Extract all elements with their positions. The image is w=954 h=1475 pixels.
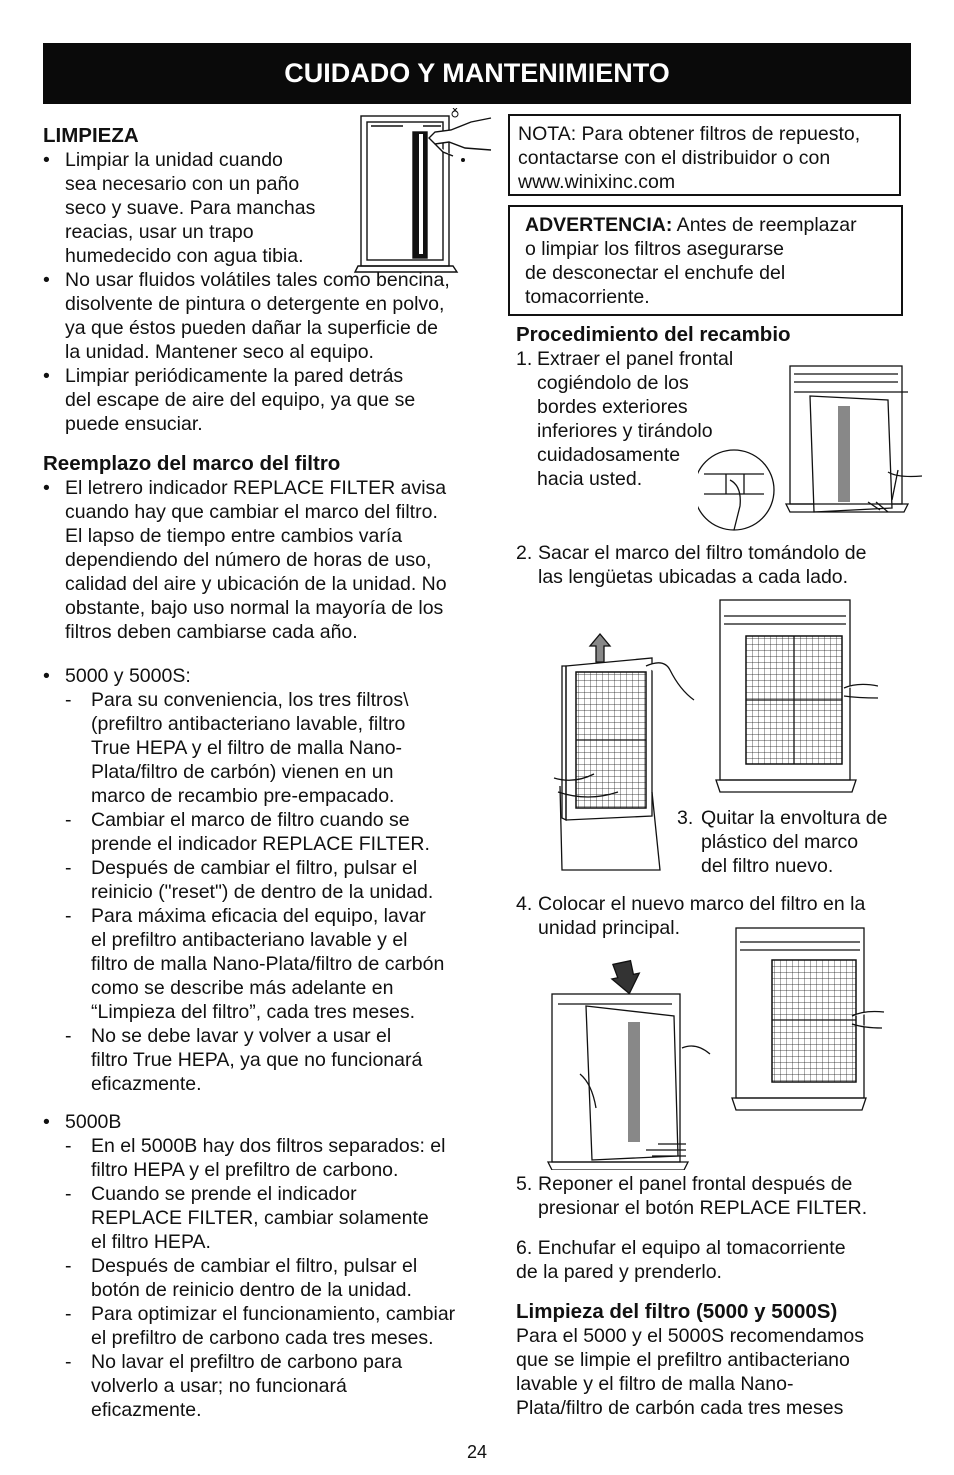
text-line: como se describe más adelante en: [91, 977, 394, 999]
step-number: 3.: [677, 807, 694, 829]
text-line: del filtro nuevo.: [701, 855, 834, 877]
model-5000b-item-1: - En el 5000B hay dos filtros separados: el filtro HEPA y el prefiltro de carbono.: [43, 1134, 503, 1182]
text-line: contactarse con el distribuidor o con: [518, 147, 831, 169]
text-line: las lengüetas ubicadas a cada lado.: [538, 566, 849, 588]
text-line: botón de reinicio dentro de la unidad.: [91, 1279, 412, 1301]
text-line: Cuando se prende el indicador: [91, 1183, 357, 1205]
text-line: tomacorriente.: [525, 286, 650, 308]
text-line: No lavar el prefiltro de carbono para: [91, 1351, 403, 1373]
text-line: El letrero indicador REPLACE FILTER avisa: [65, 477, 447, 499]
warning-first-line: [525, 213, 901, 237]
text-line: reinicio ("reset") de dentro de la unidad.: [91, 881, 434, 903]
text-line: filtros deben cambiarse cada año.: [65, 621, 358, 643]
text-line: el prefiltro de carbono cada tres meses.: [91, 1327, 434, 1349]
text-line: presionar el botón REPLACE FILTER.: [538, 1197, 868, 1219]
note-box: [508, 114, 901, 196]
text-line: Para optimizar el funcionamiento, cambiar: [91, 1303, 456, 1325]
filter-cleaning-heading: Limpieza del filtro (5000 y 5000S): [516, 1300, 838, 1323]
step-6-first-line: [516, 1236, 911, 1260]
text-line: calidad del aire y ubicación de la unidad. No: [65, 573, 447, 595]
text-line: puede ensuciar.: [65, 413, 203, 435]
text-line: (prefiltro antibacteriano lavable, filtro: [91, 713, 406, 735]
text-line: Plata/filtro de carbón) vienen en un: [91, 761, 394, 783]
text-line: www.winixinc.com: [518, 171, 676, 193]
text-line: REPLACE FILTER, cambiar solamente: [91, 1207, 429, 1229]
warning-box: [508, 205, 903, 316]
text-line: Después de cambiar el filtro, pulsar el: [91, 1255, 418, 1277]
model-5000-item-2: - Cambiar el marco de filtro cuando se prende el indicador REPLACE FILTER.: [43, 808, 503, 856]
text-line: o limpiar los filtros asegurarse: [525, 238, 785, 260]
text-line: Quitar la envoltura de: [701, 807, 888, 829]
cleaning-heading: LIMPIEZA: [43, 124, 139, 147]
page-number: 24: [466, 1442, 488, 1462]
text-line: la unidad. Mantener seco al equipo.: [65, 341, 374, 363]
text-line: Después de cambiar el filtro, pulsar el: [91, 857, 418, 879]
text-line: marco de recambio pre-empacado.: [91, 785, 395, 807]
text-line: seco y suave. Para manchas: [65, 197, 316, 219]
text-line: el prefiltro antibacteriano lavable y el: [91, 929, 408, 951]
text-line: filtro HEPA y el prefiltro de carbono.: [91, 1159, 399, 1181]
text-line: plástico del marco: [701, 831, 859, 853]
frame-heading: Reemplazo del marco del filtro: [43, 452, 341, 475]
model-5000b-item-2: - Cuando se prende el indicador REPLACE FILTER, cambiar solamente el filtro HEPA.: [43, 1182, 503, 1254]
text-line: No se debe lavar y volver a usar el: [91, 1025, 392, 1047]
text-line: Antes de reemplazar: [672, 214, 857, 236]
text-line: hacia usted.: [537, 468, 643, 490]
section-title-banner: [43, 43, 911, 104]
text-line: “Limpieza del filtro”, cada tres meses.: [91, 1001, 416, 1023]
step-number: 6.: [516, 1237, 533, 1259]
text-line: ya que éstos pueden dañar la superficie de: [65, 317, 438, 339]
text-line: Sacar el marco del filtro tomándolo de: [538, 542, 867, 564]
model-5000-bullet: • 5000 y 5000S:: [43, 664, 503, 688]
model-5000-item-4: - Para máxima eficacia del equipo, lavar el prefiltro antibacteriano lavable y el filtro de malla Nano-Plata/filtro de carbón como se describe más adelante en “Limpieza del filtro”, cada tres meses.: [43, 904, 503, 1024]
text-line: del escape de aire del equipo, ya que se: [65, 389, 416, 411]
text-line: disolvente de pintura o detergente en polvo,: [65, 293, 445, 315]
text-line: Limpiar la unidad cuando: [65, 149, 283, 171]
text-line: No usar fluidos volátiles tales como bencina,: [65, 269, 450, 291]
text-line: Reponer el panel frontal después de: [538, 1173, 853, 1195]
step2-block: [516, 541, 911, 589]
step4-illustration: [540, 924, 890, 1170]
model-5000-item-3: - Después de cambiar el filtro, pulsar el reinicio ("reset") de dentro de la unidad.: [43, 856, 503, 904]
cleaning-illustration: [353, 108, 493, 274]
text-line: filtro True HEPA, ya que no funcionará: [91, 1049, 423, 1071]
text-line: Plata/filtro de carbón cada tres meses: [516, 1397, 844, 1419]
text-line: lavable y el filtro de malla Nano-: [516, 1373, 794, 1395]
text-line: filtro de malla Nano-Plata/filtro de carbón: [91, 953, 445, 975]
model-5000b-item-3: - Después de cambiar el filtro, pulsar el botón de reinicio dentro de la unidad.: [43, 1254, 503, 1302]
warning-label: ADVERTENCIA:: [525, 214, 673, 236]
text-line: humedecido con agua tibia.: [65, 245, 304, 267]
text-line: cogiéndolo de los: [537, 372, 689, 394]
text-line: cuidadosamente: [537, 444, 681, 466]
step-number: 1.: [516, 348, 533, 370]
step3-block: [677, 806, 917, 878]
text-line: de desconectar el enchufe del: [525, 262, 786, 284]
model-label: 5000B: [65, 1111, 122, 1133]
step-number: 4.: [516, 893, 533, 915]
text-line: prende el indicador REPLACE FILTER.: [91, 833, 430, 855]
model-label: 5000 y 5000S:: [65, 665, 191, 687]
text-line: unidad principal.: [538, 917, 681, 939]
text-line: NOTA: Para obtener filtros de repuesto,: [518, 123, 861, 145]
frame-bullet: • El letrero indicador REPLACE FILTER avisa cuando hay que cambiar el marco del filtro. El lapso de tiempo entre cambios varía dependiendo del número de horas de uso, calidad del aire y ubicación de la unidad. No obstante, bajo uso normal la mayoría de los filtros deben cambiarse cada año.: [43, 476, 503, 644]
text-line: reacias, usar un trapo: [65, 221, 254, 243]
text-line: el filtro HEPA.: [91, 1231, 211, 1253]
step-5: [516, 1172, 911, 1220]
text-line: Extraer el panel frontal: [537, 348, 734, 370]
steps-5-6-block: [516, 1172, 911, 1420]
text-line: obstante, bajo uso normal la mayoría de los: [65, 597, 444, 619]
step-6: [516, 1236, 911, 1284]
cleaning-bullet-3: • Limpiar periódicamente la pared detrás del escape de aire del equipo, ya que se puede ensuciar.: [43, 364, 503, 436]
text-line: Limpiar periódicamente la pared detrás: [65, 365, 404, 387]
procedure-heading: Procedimiento del recambio: [516, 323, 791, 346]
model-5000b-bullet: • 5000B: [43, 1110, 503, 1134]
step-number: 5.: [516, 1173, 533, 1195]
text-line: eficazmente.: [91, 1399, 202, 1421]
left-column: [43, 124, 503, 1422]
model-5000-item-1: - Para su conveniencia, los tres filtros\ (prefiltro antibacteriano lavable, filtro True HEPA y el filtro de malla Nano- Plata/filtro de carbón) vienen en un marco de recambio pre-empacado.: [43, 688, 503, 808]
text-line: Para máxima eficacia del equipo, lavar: [91, 905, 426, 927]
text-line: eficazmente.: [91, 1073, 202, 1095]
step1-illustration: [698, 362, 922, 532]
text-line: El lapso de tiempo entre cambios varía: [65, 525, 403, 547]
text-line: de la pared y prenderlo.: [516, 1261, 722, 1283]
text-line: que se limpie el prefiltro antibacteriano: [516, 1349, 850, 1371]
model-5000-item-5: - No se debe lavar y volver a usar el filtro True HEPA, ya que no funcionará eficazmente.: [43, 1024, 503, 1096]
text-line: inferiores y tirándolo: [537, 420, 713, 442]
text-line: En el 5000B hay dos filtros separados: el: [91, 1135, 446, 1157]
text-line: cuando hay que cambiar el marco del filtro.: [65, 501, 438, 523]
text-line: True HEPA y el filtro de malla Nano-: [91, 737, 403, 759]
step-number: 2.: [516, 542, 533, 564]
text-line: dependiendo del número de horas de uso,: [65, 549, 432, 571]
model-5000b-item-5: - No lavar el prefiltro de carbono para volverlo a usar; no funcionará eficazmente.: [43, 1350, 503, 1422]
text-line: bordes exteriores: [537, 396, 688, 418]
text-line: Para su conveniencia, los tres filtros\: [91, 689, 409, 711]
step-3: [677, 806, 917, 878]
text-line: Enchufar el equipo al tomacorriente: [537, 1237, 846, 1259]
text-line: Cambiar el marco de filtro cuando se: [91, 809, 410, 831]
text-line: volverlo a usar; no funcionará: [91, 1375, 347, 1397]
section-title: CUIDADO Y MANTENIMIENTO: [284, 58, 670, 88]
cleaning-bullet-1: • Limpiar la unidad cuando sea necesario con un paño seco y suave. Para manchas reacias, usar un trapo humedecido con agua tibia.: [43, 148, 503, 268]
cleaning-bullet-2: • No usar fluidos volátiles tales como bencina, disolvente de pintura o detergente en polvo, ya que éstos pueden dañar la superficie de la unidad. Mantener seco al equipo.: [43, 268, 503, 364]
step-2: [516, 541, 911, 589]
model-5000b-item-4: - Para optimizar el funcionamiento, cambiar el prefiltro de carbono cada tres meses.: [43, 1302, 503, 1350]
text-line: sea necesario con un paño: [65, 173, 300, 195]
text-line: Para el 5000 y el 5000S recomendamos: [516, 1325, 864, 1347]
text-line: Colocar el nuevo marco del filtro en la: [538, 893, 866, 915]
